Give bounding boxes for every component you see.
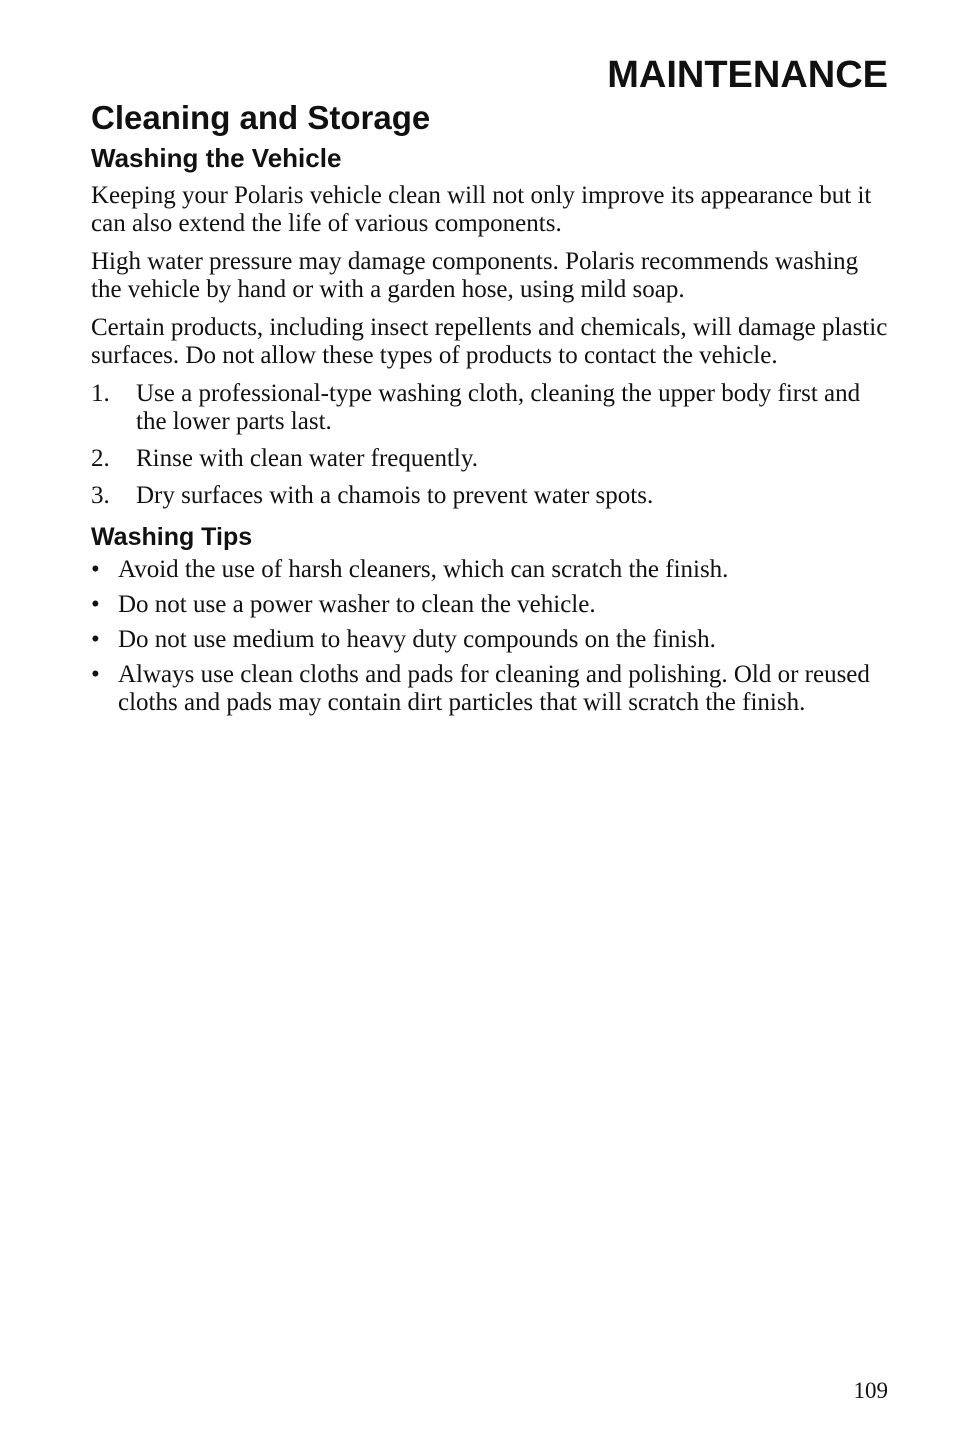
bullet-icon: • bbox=[91, 661, 100, 688]
tip-text: Avoid the use of harsh cleaners, which can scratch the finish. bbox=[118, 556, 729, 583]
step-number: 3. bbox=[91, 482, 110, 509]
list-item bbox=[91, 626, 891, 654]
tip-text: Do not use a power washer to clean the vehicle. bbox=[118, 591, 596, 618]
paragraph-products: Certain products, including insect repellents and chemicals, will damage plastic surfaces. Do not allow these types of products to contact the vehicle. bbox=[91, 314, 888, 369]
bullet-icon: • bbox=[91, 626, 100, 653]
page-title: Cleaning and Storage bbox=[91, 99, 431, 136]
list-item bbox=[91, 661, 891, 717]
section-header: MAINTENANCE bbox=[607, 54, 888, 96]
paragraph-water-pressure: High water pressure may damage components. Polaris recommends washing the vehicle by hand or with a garden hose, using mild soap. bbox=[91, 248, 859, 303]
washing-tips-list bbox=[91, 556, 891, 717]
page-content bbox=[91, 96, 891, 724]
step-text: Dry surfaces with a chamois to prevent water spots. bbox=[136, 482, 654, 509]
step-text: Rinse with clean water frequently. bbox=[136, 445, 479, 472]
washing-steps-list bbox=[91, 380, 891, 510]
step-text: Use a professional-type washing cloth, cleaning the upper body first and the lower parts last. bbox=[136, 380, 861, 435]
subsection-title: Washing the Vehicle bbox=[91, 143, 342, 173]
bullet-icon: • bbox=[91, 556, 100, 583]
bullet-icon: • bbox=[91, 591, 100, 618]
list-item bbox=[91, 445, 891, 473]
paragraph-appearance: Keeping your Polaris vehicle clean will not only improve its appearance but it can also extend the life of various components. bbox=[91, 182, 872, 237]
list-item bbox=[91, 482, 891, 510]
tip-text: Do not use medium to heavy duty compounds on the finish. bbox=[118, 626, 716, 653]
page-number: 109 bbox=[853, 1378, 888, 1403]
tips-heading: Washing Tips bbox=[91, 523, 253, 551]
step-number: 2. bbox=[91, 445, 110, 472]
step-number: 1. bbox=[91, 380, 110, 407]
list-item bbox=[91, 591, 891, 619]
list-item bbox=[91, 380, 891, 436]
tip-text: Always use clean cloths and pads for cleaning and polishing. Old or reused cloths and pads may contain dirt particles that will scratch the finish. bbox=[118, 661, 870, 716]
list-item bbox=[91, 556, 891, 584]
